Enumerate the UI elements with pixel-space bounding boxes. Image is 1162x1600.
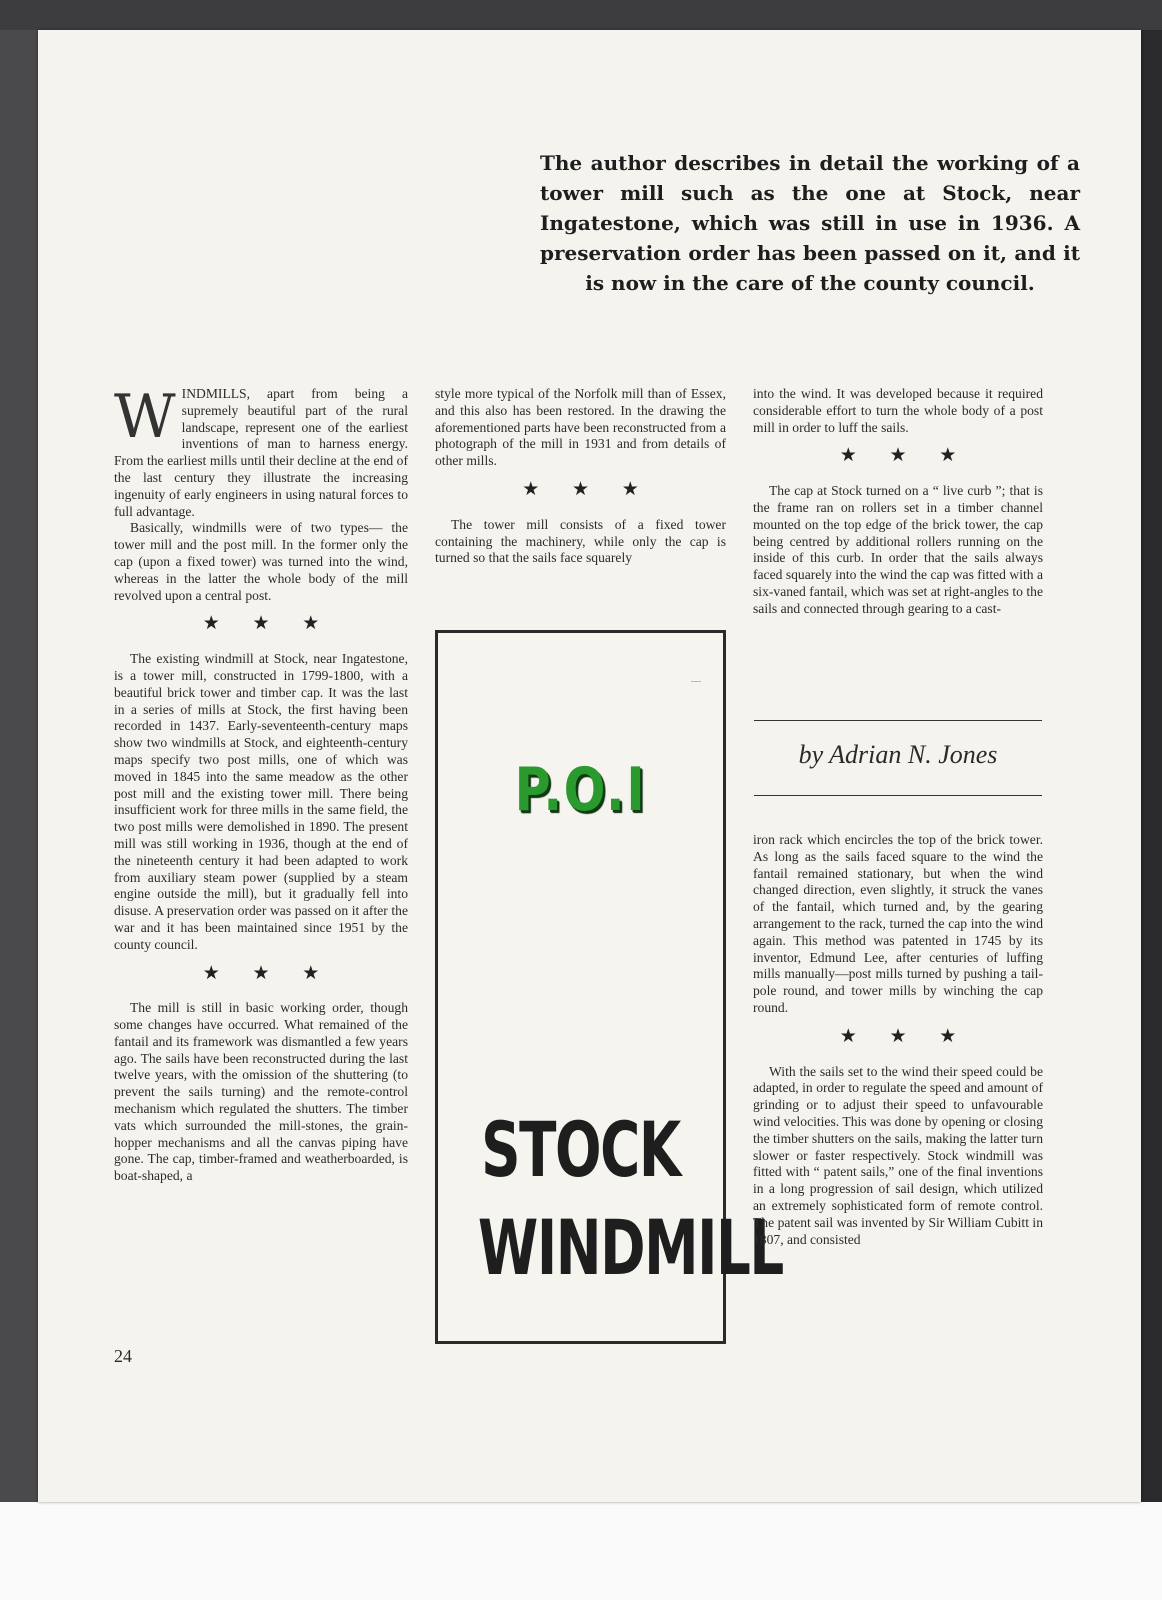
section-break-stars: ★ ★ ★ xyxy=(839,445,971,467)
section-break-stars: ★ ★ ★ xyxy=(839,1025,971,1047)
scan-background-bottom xyxy=(0,1502,1162,1600)
poi-stamp: P.O.I xyxy=(514,755,647,825)
author-byline: by Adrian N. Jones xyxy=(798,740,998,769)
paragraph: The mill is still in basic working order, though some changes have occurred. What remained of the fantail and its framework was dismantled a few years ago. The sails have been reconstructed during the last twelve years, with the omission of the shuttering (to prevent the sails turning) and the remote-control mechanism which regulated the shutters. The timber vats which surrounded the mill-stones, the grain-hopper mechanisms and all the canvas piping have gone. The cap, timber-framed and weatherboarded, is boat-shaped, a xyxy=(114,1000,408,1184)
paragraph: into the wind. It was developed because it required considerable effort to turn the whole body of a post mill in order to luff the sails. xyxy=(753,386,1043,435)
section-break-stars: ★ ★ ★ xyxy=(202,613,334,635)
paragraph: style more typical of the Norfolk mill than of Essex, and this also has been restored. In the drawing the aforementioned parts have been reconstructed from a photograph of the mill in 1931 and from details of other mills. xyxy=(435,386,726,469)
paragraph: The existing windmill at Stock, near Ingatestone, is a tower mill, constructed in 1799-1800, with a beautiful brick tower and timber cap. It was the last in a series of mills at Stock, the first having been recorded in 1437. Early-seventeenth-century maps show two windmills at Stock, and eighteenth-century maps specify two post mills, one of which was moved in 1845 into the same meadow as the other post mill and the existing tower mill. There being insufficient work for three mills in the same field, the two post mills were demolished in 1890. The present mill was still working in 1936, though at the end of the nineteenth century it had been adapted to work from auxiliary steam power (supplied by a steam engine outside the mill), but it gradually fell into disuse. A preservation order was passed on it after the war and it has been maintained since 1951 by the county council. xyxy=(114,651,408,952)
text-column-2 xyxy=(435,386,726,567)
section-break-stars: ★ ★ ★ xyxy=(202,962,334,984)
section-break-stars: ★ ★ ★ xyxy=(522,478,653,500)
paragraph: Basically, windmills were of two types— the tower mill and the post mill. In the former only the cap (upon a fixed tower) was turned into the wind, whereas in the latter the whole body of the mill revolved upon a central post. xyxy=(114,520,408,603)
byline-rule-top xyxy=(754,720,1042,721)
drop-cap: W xyxy=(114,382,176,452)
paragraph: With the sails set to the wind their speed could be adapted, in order to regulate the speed and amount of grinding or to adjust their speed to unfavourable wind velocities. This was done by opening or closing the timber shutters on the sails, making the latter turn slower or faster respectively. Stock windmill was fitted with “ patent sails,” one of the final inventions in a long progression of sail design, which utilized an extremely sophisticated form of remote control. The patent sail was invented by Sir William Cubitt in 1807, and consisted xyxy=(753,1063,1043,1247)
magazine-page xyxy=(38,30,1141,1502)
title-box xyxy=(435,630,783,1344)
text-column-1 xyxy=(114,382,408,1185)
byline-rule-bottom xyxy=(754,795,1042,796)
pencil-mark xyxy=(691,681,701,688)
title-line-1: STOCK xyxy=(481,1105,680,1194)
page-number: 24 xyxy=(114,1346,132,1366)
paragraph: The tower mill consists of a fixed tower containing the machinery, while only the cap is turned so that the sails face squarely xyxy=(435,516,726,566)
scan-edge-shadow xyxy=(1141,30,1162,1502)
text-column-3-top xyxy=(753,386,1043,618)
article-standfirst: The author describes in detail the working of a tower mill such as the one at Stock, near Ingatestone, which was still in use in 1936. A preservation order has been passed on it, and it is now in the care of the county council. xyxy=(540,151,1080,295)
text-column-3-bottom xyxy=(753,832,1043,1248)
paragraph: iron rack which encircles the top of the brick tower. As long as the sails faced square to the wind the fantail remained stationary, but when the wind changed direction, even slightly, it struck the vanes of the fantail, which turned and, by the gearing arrangement to the rack, turned the cap into the wind again. This method was patented in 1745 by its inventor, Edmund Lee, after centuries of luffing mills manually—post mills turned by pushing a tail-pole round, and tower mills by winching the cap round. xyxy=(753,832,1043,1015)
article-title xyxy=(438,1101,783,1297)
scan-background-top xyxy=(0,0,1162,30)
title-line-2: WINDMILL xyxy=(477,1203,783,1292)
paragraph: INDMILLS, apart from being a supremely beautiful part of the rural landscape, represent one of the earliest inventions of man to harness energy. From the earliest mills until their decline at the end of the last century they illustrate the increasing ingenuity of early engineers in using natural forces to full advantage. xyxy=(114,386,408,519)
paragraph: The cap at Stock turned on a “ live curb ”; that is the frame ran on rollers set in a timber channel mounted on the top edge of the brick tower, the cap being centred by additional rollers running on the inside of this curb. In order that the sails always faced squarely into the wind the cap was fitted with a six-vaned fantail, which was set at right-angles to the sails and connected through gearing to a cast- xyxy=(753,483,1043,616)
